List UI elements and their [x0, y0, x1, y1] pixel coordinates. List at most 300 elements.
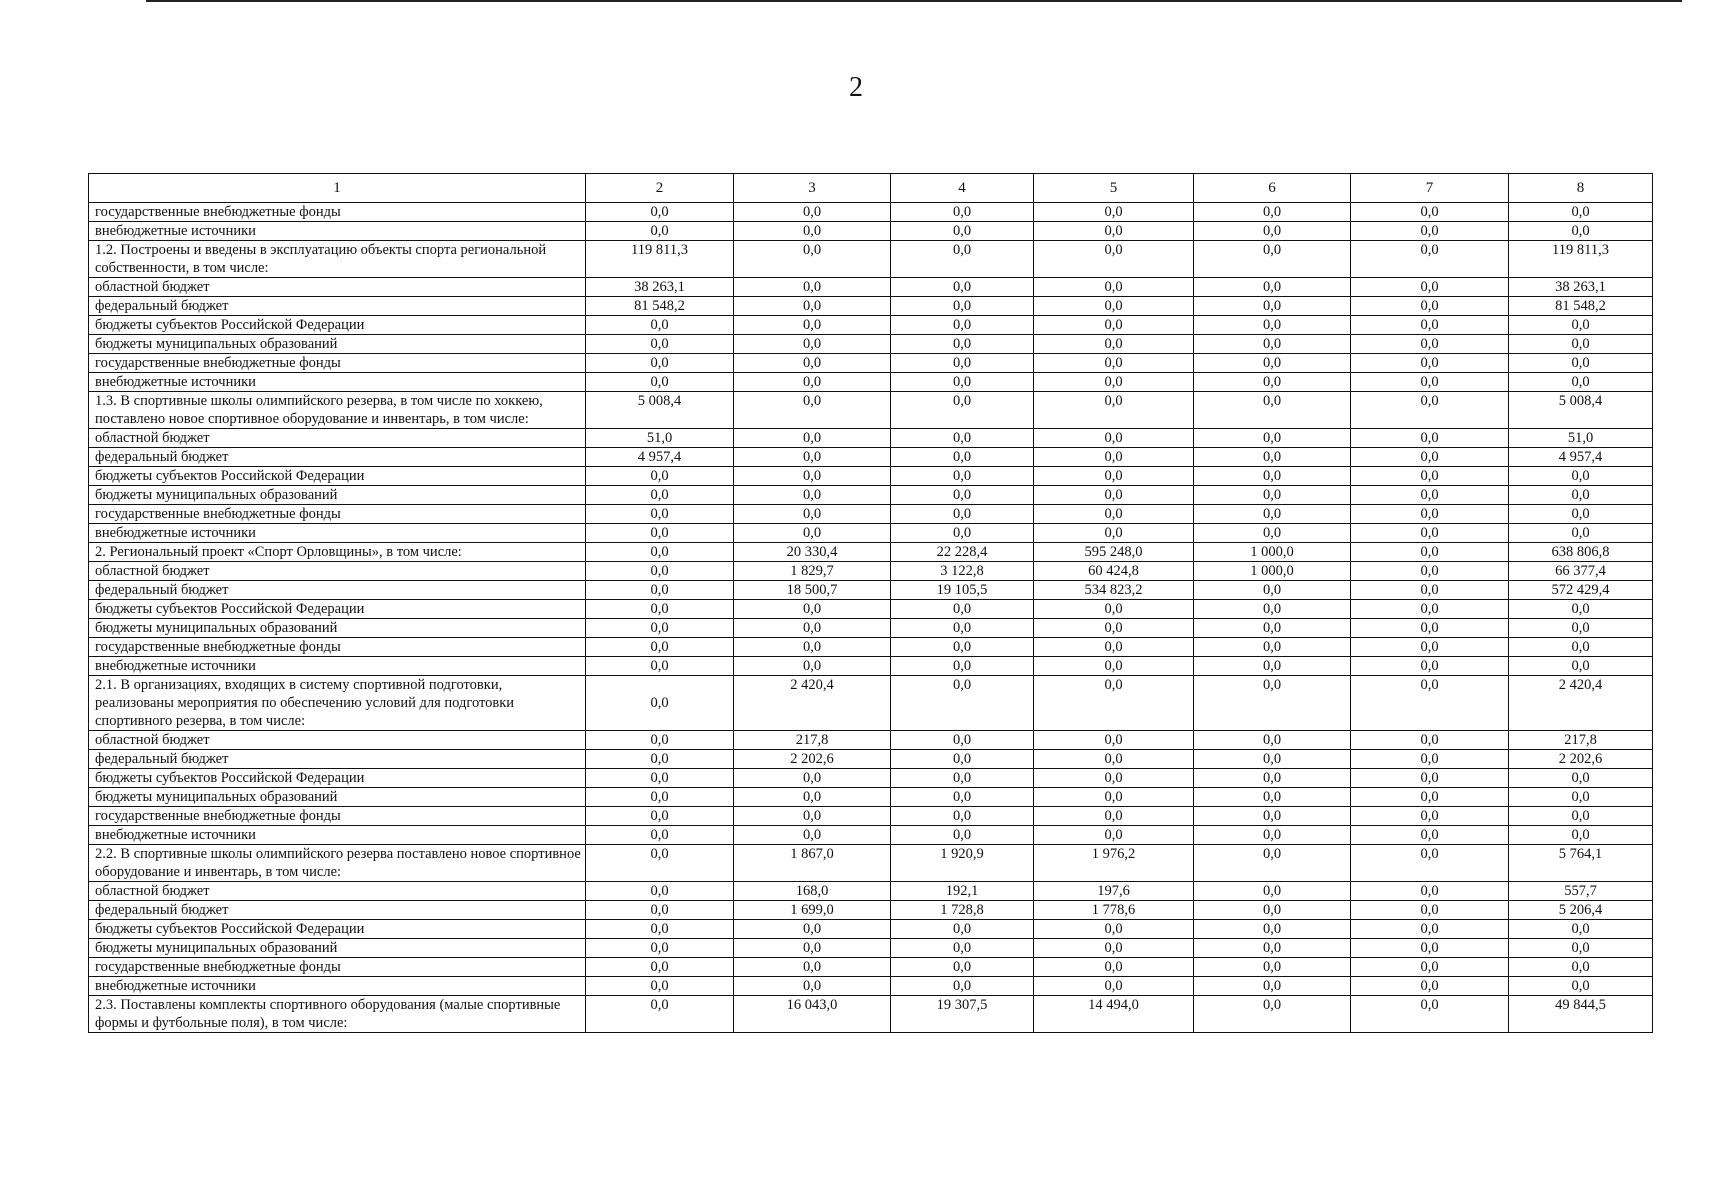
value-cell: 0,0	[734, 920, 891, 939]
value-cell: 0,0	[1509, 619, 1653, 638]
budget-table	[88, 173, 1653, 1033]
value-cell: 0,0	[586, 788, 734, 807]
value-cell: 0,0	[1351, 826, 1509, 845]
value-cell: 119 811,3	[1509, 241, 1653, 278]
value-cell: 0,0	[891, 316, 1034, 335]
value-cell: 0,0	[586, 882, 734, 901]
header-cell: 4	[891, 174, 1034, 203]
value-cell: 0,0	[1351, 977, 1509, 996]
value-cell: 0,0	[1509, 788, 1653, 807]
value-cell: 0,0	[734, 939, 891, 958]
value-cell: 0,0	[1034, 958, 1194, 977]
value-cell: 2 202,6	[734, 750, 891, 769]
value-cell: 0,0	[891, 448, 1034, 467]
value-cell: 0,0	[1509, 486, 1653, 505]
value-cell: 0,0	[1351, 373, 1509, 392]
value-cell: 0,0	[891, 939, 1034, 958]
value-cell: 0,0	[586, 467, 734, 486]
value-cell: 0,0	[586, 901, 734, 920]
value-cell: 3 122,8	[891, 562, 1034, 581]
value-cell: 0,0	[1351, 241, 1509, 278]
value-cell: 0,0	[734, 467, 891, 486]
value-cell: 0,0	[586, 203, 734, 222]
table-row	[89, 807, 1653, 826]
value-cell: 66 377,4	[1509, 562, 1653, 581]
row-label: бюджеты субъектов Российской Федерации	[89, 920, 586, 939]
value-cell: 0,0	[1034, 920, 1194, 939]
value-cell: 0,0	[1194, 657, 1351, 676]
value-cell: 38 263,1	[1509, 278, 1653, 297]
value-cell: 0,0	[1194, 335, 1351, 354]
value-cell: 0,0	[734, 524, 891, 543]
value-cell: 0,0	[1034, 392, 1194, 429]
table-row	[89, 335, 1653, 354]
value-cell: 0,0	[1194, 769, 1351, 788]
value-cell: 0,0	[1509, 769, 1653, 788]
value-cell: 1 000,0	[1194, 543, 1351, 562]
table-row	[89, 241, 1653, 278]
value-cell: 16 043,0	[734, 996, 891, 1033]
value-cell: 0,0	[1034, 826, 1194, 845]
value-cell: 0,0	[891, 335, 1034, 354]
value-cell: 2 202,6	[1509, 750, 1653, 769]
value-cell: 0,0	[1194, 750, 1351, 769]
row-label: областной бюджет	[89, 278, 586, 297]
row-label: областной бюджет	[89, 882, 586, 901]
value-cell: 0,0	[1509, 657, 1653, 676]
value-cell: 0,0	[891, 222, 1034, 241]
value-cell: 572 429,4	[1509, 581, 1653, 600]
value-cell: 595 248,0	[1034, 543, 1194, 562]
table-row	[89, 996, 1653, 1033]
value-cell: 0,0	[1351, 996, 1509, 1033]
table-row	[89, 676, 1653, 731]
value-cell: 0,0	[1194, 429, 1351, 448]
row-label: бюджеты муниципальных образований	[89, 335, 586, 354]
table-row	[89, 354, 1653, 373]
value-cell: 81 548,2	[1509, 297, 1653, 316]
row-label: 2.3. Поставлены комплекты спортивного оборудования (малые спортивные формы и футбольные поля), в том числе:	[89, 996, 586, 1033]
value-cell: 5 008,4	[1509, 392, 1653, 429]
value-cell: 0,0	[1509, 826, 1653, 845]
value-cell: 0,0	[1351, 392, 1509, 429]
value-cell: 1 778,6	[1034, 901, 1194, 920]
row-label: бюджеты субъектов Российской Федерации	[89, 600, 586, 619]
value-cell: 0,0	[734, 619, 891, 638]
value-cell: 0,0	[1194, 486, 1351, 505]
value-cell: 0,0	[586, 939, 734, 958]
value-cell: 0,0	[891, 524, 1034, 543]
row-label: 2.2. В спортивные школы олимпийского резерва поставлено новое спортивное оборудование и инвентарь, в том числе:	[89, 845, 586, 882]
value-cell: 1 867,0	[734, 845, 891, 882]
table-row	[89, 429, 1653, 448]
value-cell: 0,0	[1034, 676, 1194, 731]
value-cell: 0,0	[891, 676, 1034, 731]
value-cell: 638 806,8	[1509, 543, 1653, 562]
value-cell: 0,0	[1194, 731, 1351, 750]
table-row	[89, 203, 1653, 222]
value-cell: 5 206,4	[1509, 901, 1653, 920]
value-cell: 0,0	[1509, 638, 1653, 657]
value-cell: 0,0	[891, 354, 1034, 373]
value-cell: 0,0	[891, 505, 1034, 524]
header-cell: 5	[1034, 174, 1194, 203]
row-label: областной бюджет	[89, 731, 586, 750]
value-cell: 0,0	[586, 657, 734, 676]
row-label: федеральный бюджет	[89, 448, 586, 467]
value-cell: 0,0	[891, 788, 1034, 807]
table-row	[89, 638, 1653, 657]
table-row	[89, 977, 1653, 996]
value-cell: 0,0	[1034, 939, 1194, 958]
value-cell: 0,0	[1351, 505, 1509, 524]
value-cell: 0,0	[1194, 373, 1351, 392]
value-cell: 0,0	[1194, 581, 1351, 600]
value-cell: 0,0	[1194, 996, 1351, 1033]
row-label: бюджеты муниципальных образований	[89, 619, 586, 638]
value-cell: 0,0	[1509, 203, 1653, 222]
value-cell: 0,0	[1034, 807, 1194, 826]
value-cell: 0,0	[1351, 448, 1509, 467]
value-cell: 0,0	[1034, 297, 1194, 316]
value-cell: 0,0	[1351, 676, 1509, 731]
header-cell: 2	[586, 174, 734, 203]
value-cell: 217,8	[1509, 731, 1653, 750]
row-label: бюджеты муниципальных образований	[89, 486, 586, 505]
value-cell: 0,0	[1194, 826, 1351, 845]
value-cell: 0,0	[1194, 977, 1351, 996]
value-cell: 0,0	[734, 392, 891, 429]
row-label: государственные внебюджетные фонды	[89, 958, 586, 977]
value-cell: 168,0	[734, 882, 891, 901]
value-cell: 0,0	[586, 373, 734, 392]
value-cell: 0,0	[1194, 676, 1351, 731]
value-cell: 0,0	[1351, 467, 1509, 486]
value-cell: 0,0	[586, 524, 734, 543]
value-cell: 0,0	[1034, 467, 1194, 486]
value-cell: 0,0	[1034, 373, 1194, 392]
value-cell: 0,0	[1034, 505, 1194, 524]
value-cell: 19 307,5	[891, 996, 1034, 1033]
page-number: 2	[849, 72, 863, 103]
table-row	[89, 939, 1653, 958]
value-cell: 1 829,7	[734, 562, 891, 581]
value-cell: 2 420,4	[734, 676, 891, 731]
value-cell: 0,0	[1509, 335, 1653, 354]
value-cell: 0,0	[891, 977, 1034, 996]
table-row	[89, 448, 1653, 467]
value-cell: 0,0	[891, 467, 1034, 486]
header-cell: 7	[1351, 174, 1509, 203]
value-cell: 1 000,0	[1194, 562, 1351, 581]
value-cell: 0,0	[734, 638, 891, 657]
value-cell: 0,0	[1509, 920, 1653, 939]
row-label: областной бюджет	[89, 429, 586, 448]
value-cell: 0,0	[1509, 524, 1653, 543]
value-cell: 0,0	[1034, 600, 1194, 619]
value-cell: 0,0	[1194, 316, 1351, 335]
value-cell: 0,0	[1194, 297, 1351, 316]
table-row	[89, 750, 1653, 769]
value-cell: 0,0	[586, 807, 734, 826]
row-label: внебюджетные источники	[89, 524, 586, 543]
row-label: государственные внебюджетные фонды	[89, 807, 586, 826]
value-cell: 20 330,4	[734, 543, 891, 562]
value-cell: 38 263,1	[586, 278, 734, 297]
value-cell: 0,0	[1509, 354, 1653, 373]
value-cell: 0,0	[734, 505, 891, 524]
value-cell: 14 494,0	[1034, 996, 1194, 1033]
value-cell: 0,0	[1351, 788, 1509, 807]
value-cell: 0,0	[1509, 373, 1653, 392]
value-cell: 0,0	[1034, 241, 1194, 278]
row-label: федеральный бюджет	[89, 901, 586, 920]
value-cell: 51,0	[586, 429, 734, 448]
value-cell: 0,0	[586, 543, 734, 562]
value-cell: 0,0	[586, 958, 734, 977]
value-cell: 534 823,2	[1034, 581, 1194, 600]
value-cell: 0,0	[1351, 750, 1509, 769]
value-cell: 0,0	[586, 977, 734, 996]
value-cell: 0,0	[586, 486, 734, 505]
value-cell: 0,0	[1034, 486, 1194, 505]
value-cell: 0,0	[586, 581, 734, 600]
table-row	[89, 901, 1653, 920]
table-row	[89, 467, 1653, 486]
value-cell: 0,0	[891, 807, 1034, 826]
table-row	[89, 581, 1653, 600]
row-label: бюджеты субъектов Российской Федерации	[89, 467, 586, 486]
value-cell: 5 008,4	[586, 392, 734, 429]
value-cell: 0,0	[1194, 222, 1351, 241]
value-cell: 1 728,8	[891, 901, 1034, 920]
value-cell: 0,0	[891, 920, 1034, 939]
value-cell: 0,0	[1034, 278, 1194, 297]
value-cell: 0,0	[891, 958, 1034, 977]
value-cell: 217,8	[734, 731, 891, 750]
value-cell: 0,0	[1351, 638, 1509, 657]
row-label: внебюджетные источники	[89, 977, 586, 996]
value-cell: 0,0	[1194, 788, 1351, 807]
value-cell: 49 844,5	[1509, 996, 1653, 1033]
value-cell: 0,0	[1509, 807, 1653, 826]
value-cell: 0,0	[734, 241, 891, 278]
row-label: государственные внебюджетные фонды	[89, 505, 586, 524]
value-cell: 0,0	[734, 826, 891, 845]
value-cell: 0,0	[1351, 657, 1509, 676]
value-cell: 0,0	[1351, 958, 1509, 977]
value-cell: 2 420,4	[1509, 676, 1653, 731]
row-label: внебюджетные источники	[89, 657, 586, 676]
row-label: 2.1. В организациях, входящих в систему спортивной подготовки, реализованы мероприятия по обеспечению условий для подготовки спортивного резерва, в том числе:	[89, 676, 586, 731]
table-row	[89, 657, 1653, 676]
value-cell: 60 424,8	[1034, 562, 1194, 581]
value-cell: 0,0	[1034, 316, 1194, 335]
value-cell: 0,0	[1034, 448, 1194, 467]
value-cell: 0,0	[734, 977, 891, 996]
value-cell: 0,0	[1509, 958, 1653, 977]
row-label: 2. Региональный проект «Спорт Орловщины», в том числе:	[89, 543, 586, 562]
row-label: государственные внебюджетные фонды	[89, 203, 586, 222]
value-cell: 192,1	[891, 882, 1034, 901]
value-cell: 557,7	[1509, 882, 1653, 901]
top-rule	[146, 0, 1682, 2]
value-cell: 0,0	[891, 297, 1034, 316]
value-cell: 0,0	[1351, 316, 1509, 335]
value-cell: 0,0	[734, 958, 891, 977]
value-cell: 0,0	[734, 600, 891, 619]
value-cell: 0,0	[1351, 619, 1509, 638]
value-cell: 0,0	[1351, 335, 1509, 354]
value-cell: 0,0	[586, 826, 734, 845]
value-cell: 0,0	[891, 392, 1034, 429]
value-cell: 0,0	[1034, 524, 1194, 543]
row-label: государственные внебюджетные фонды	[89, 354, 586, 373]
value-cell: 19 105,5	[891, 581, 1034, 600]
value-cell: 0,0	[891, 638, 1034, 657]
row-label: внебюджетные источники	[89, 373, 586, 392]
value-cell: 0,0	[1194, 901, 1351, 920]
value-cell: 0,0	[1034, 788, 1194, 807]
table-row	[89, 373, 1653, 392]
value-cell: 0,0	[586, 731, 734, 750]
table-row	[89, 392, 1653, 429]
value-cell: 0,0	[734, 429, 891, 448]
value-cell: 0,0	[1194, 524, 1351, 543]
value-cell: 0,0	[1194, 467, 1351, 486]
header-cell: 6	[1194, 174, 1351, 203]
value-cell: 0,0	[1509, 222, 1653, 241]
value-cell: 0,0	[586, 769, 734, 788]
value-cell: 0,0	[1509, 977, 1653, 996]
header-cell: 8	[1509, 174, 1653, 203]
table-body	[89, 203, 1653, 1033]
value-cell: 0,0	[734, 373, 891, 392]
table-row	[89, 788, 1653, 807]
row-label: бюджеты муниципальных образований	[89, 939, 586, 958]
value-cell: 0,0	[891, 657, 1034, 676]
value-cell: 0,0	[586, 335, 734, 354]
value-cell: 0,0	[1351, 731, 1509, 750]
value-cell: 0,0	[586, 600, 734, 619]
value-cell: 0,0	[1194, 638, 1351, 657]
value-cell: 0,0	[1351, 429, 1509, 448]
row-label: государственные внебюджетные фонды	[89, 638, 586, 657]
value-cell: 18 500,7	[734, 581, 891, 600]
value-cell: 0,0	[1351, 543, 1509, 562]
value-cell: 0,0	[1351, 354, 1509, 373]
value-cell: 0,0	[1194, 958, 1351, 977]
value-cell: 0,0	[1351, 486, 1509, 505]
table-row	[89, 600, 1653, 619]
value-cell: 0,0	[891, 826, 1034, 845]
value-cell: 0,0	[586, 750, 734, 769]
value-cell: 0,0	[734, 203, 891, 222]
row-label: федеральный бюджет	[89, 297, 586, 316]
value-cell: 0,0	[891, 373, 1034, 392]
value-cell: 0,0	[1509, 600, 1653, 619]
header-cell: 1	[89, 174, 586, 203]
value-cell: 0,0	[1351, 524, 1509, 543]
value-cell: 0,0	[734, 354, 891, 373]
value-cell: 0,0	[891, 486, 1034, 505]
value-cell: 0,0	[734, 448, 891, 467]
value-cell: 0,0	[1194, 203, 1351, 222]
value-cell: 0,0	[1034, 429, 1194, 448]
value-cell: 0,0	[1509, 505, 1653, 524]
value-cell: 0,0	[891, 619, 1034, 638]
value-cell: 0,0	[734, 316, 891, 335]
value-cell: 0,0	[891, 769, 1034, 788]
value-cell: 0,0	[1194, 354, 1351, 373]
table-row	[89, 562, 1653, 581]
table-row	[89, 278, 1653, 297]
value-cell: 0,0	[1034, 731, 1194, 750]
value-cell: 0,0	[1351, 600, 1509, 619]
row-label: 1.3. В спортивные школы олимпийского резерва, в том числе по хоккею, поставлено новое спортивное оборудование и инвентарь, в том числе:	[89, 392, 586, 429]
value-cell: 0,0	[586, 845, 734, 882]
table-row	[89, 958, 1653, 977]
value-cell: 0,0	[1351, 222, 1509, 241]
value-cell: 0,0	[1034, 750, 1194, 769]
value-cell: 0,0	[734, 335, 891, 354]
value-cell: 0,0	[586, 996, 734, 1033]
value-cell: 0,0	[891, 600, 1034, 619]
value-cell: 0,0	[734, 657, 891, 676]
value-cell: 0,0	[586, 619, 734, 638]
value-cell: 0,0	[1034, 354, 1194, 373]
value-cell: 0,0	[1194, 845, 1351, 882]
table-row	[89, 543, 1653, 562]
value-cell: 0,0	[734, 297, 891, 316]
value-cell: 81 548,2	[586, 297, 734, 316]
value-cell: 0,0	[1194, 882, 1351, 901]
value-cell: 5 764,1	[1509, 845, 1653, 882]
value-cell: 0,0	[891, 241, 1034, 278]
value-cell: 0,0	[1194, 920, 1351, 939]
table-row	[89, 769, 1653, 788]
value-cell: 0,0	[1034, 769, 1194, 788]
value-cell: 0,0	[1034, 203, 1194, 222]
header-cell: 3	[734, 174, 891, 203]
value-cell: 0,0	[734, 769, 891, 788]
value-cell: 0,0	[1351, 562, 1509, 581]
value-cell: 0,0	[1194, 939, 1351, 958]
row-label: бюджеты субъектов Российской Федерации	[89, 769, 586, 788]
value-cell: 0,0	[734, 222, 891, 241]
value-cell: 0,0	[1034, 335, 1194, 354]
row-label: 1.2. Построены и введены в эксплуатацию объекты спорта региональной собственности, в том числе:	[89, 241, 586, 278]
value-cell: 51,0	[1509, 429, 1653, 448]
row-label: внебюджетные источники	[89, 222, 586, 241]
value-cell: 0,0	[1194, 505, 1351, 524]
table-row	[89, 920, 1653, 939]
value-cell: 0,0	[1034, 638, 1194, 657]
value-cell: 119 811,3	[586, 241, 734, 278]
row-label: бюджеты муниципальных образований	[89, 788, 586, 807]
value-cell: 0,0	[891, 750, 1034, 769]
value-cell: 197,6	[1034, 882, 1194, 901]
value-cell: 0,0	[1351, 278, 1509, 297]
row-label: областной бюджет	[89, 562, 586, 581]
value-cell: 0,0	[1194, 392, 1351, 429]
value-cell: 0,0	[891, 203, 1034, 222]
table-row	[89, 486, 1653, 505]
value-cell: 0,0	[586, 638, 734, 657]
table-row	[89, 826, 1653, 845]
row-label: бюджеты субъектов Российской Федерации	[89, 316, 586, 335]
value-cell: 0,0	[734, 486, 891, 505]
